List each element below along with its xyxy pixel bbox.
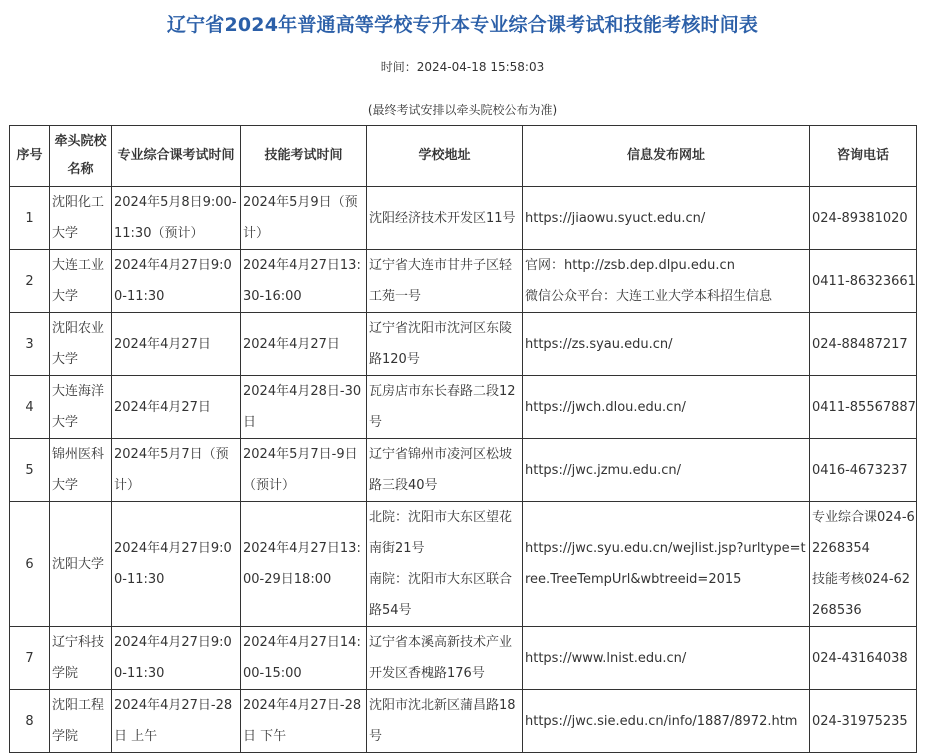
row-number: 1 [10,187,50,250]
row-number: 8 [10,690,50,753]
table-row [10,627,917,690]
col-header-skill-time: 技能考试时间 [241,126,367,187]
row-number: 6 [10,502,50,627]
exam-time: 2024年4月27日9:00-11:30 [112,250,241,313]
exam-time: 2024年4月27日 [112,376,241,439]
table-row [10,502,917,627]
table-row [10,313,917,376]
north-campus-address: 北院：沈阳市大东区望花南街21号 [369,510,513,556]
info-url[interactable]: https://jwc.sie.edu.cn/info/1887/8972.htm [523,690,810,753]
exam-phone: 专业综合课024-62268354 [812,510,915,556]
col-header-exam-time: 专业综合课考试时间 [112,126,241,187]
school-name: 沈阳农业大学 [50,313,112,376]
row-number: 2 [10,250,50,313]
schedule-table [9,125,917,753]
row-number: 5 [10,439,50,502]
row-number: 3 [10,313,50,376]
school-address-cell [367,502,523,627]
exam-time: 2024年5月7日（预计） [112,439,241,502]
exam-time: 2024年4月27日9:00-11:30 [112,502,241,627]
schedule-note: (最终考试安排以牵头院校公布为准) [367,103,558,117]
school-name: 沈阳工程学院 [50,690,112,753]
school-address: 沈阳经济技术开发区11号 [367,187,523,250]
table-row [10,187,917,250]
info-url-cell [523,250,810,313]
skill-time: 2024年4月27日13:00-29日18:00 [241,502,367,627]
exam-time: 2024年5月8日9:00-11:30（预计） [112,187,241,250]
south-campus-address: 南院：沈阳市大东区联合路54号 [369,572,513,618]
col-header-no: 序号 [10,126,50,187]
table-row [10,690,917,753]
school-address: 沈阳市沈北新区蒲昌路18号 [367,690,523,753]
school-address: 辽宁省锦州市凌河区松坡路三段40号 [367,439,523,502]
phone: 0411-86323661 [810,250,917,313]
col-header-website: 信息发布网址 [523,126,810,187]
skill-time: 2024年4月27日13:30-16:00 [241,250,367,313]
info-url[interactable]: https://jwc.jzmu.edu.cn/ [523,439,810,502]
phone: 024-89381020 [810,187,917,250]
phone: 0416-4673237 [810,439,917,502]
school-name: 锦州医科大学 [50,439,112,502]
wechat-info: 微信公众平台：大连工业大学本科招生信息 [525,289,773,304]
school-name: 辽宁科技学院 [50,627,112,690]
school-address: 辽宁省沈阳市沈河区东陵路120号 [367,313,523,376]
school-address: 辽宁省本溪高新技术产业开发区香槐路176号 [367,627,523,690]
phone: 024-43164038 [810,627,917,690]
row-number: 4 [10,376,50,439]
school-name: 沈阳化工大学 [50,187,112,250]
exam-time: 2024年4月27日-28日 上午 [112,690,241,753]
col-header-school: 牵头院校名称 [50,126,112,187]
phone: 024-31975235 [810,690,917,753]
exam-time: 2024年4月27日 [112,313,241,376]
table-header-row [10,126,917,187]
school-name: 大连工业大学 [50,250,112,313]
info-url[interactable]: https://jwch.dlou.edu.cn/ [523,376,810,439]
skill-time: 2024年4月28日-30日 [241,376,367,439]
school-address: 辽宁省大连市甘井子区轻工苑一号 [367,250,523,313]
skill-phone: 技能考核024-62268536 [812,572,911,618]
skill-time: 2024年5月7日-9日（预计） [241,439,367,502]
school-address: 瓦房店市东长春路二段12号 [367,376,523,439]
page-title: 辽宁省2024年普通高等学校专升本专业综合课考试和技能考核时间表 [166,14,759,36]
phone: 0411-85567887 [810,376,917,439]
info-url[interactable]: 官网：http://zsb.dep.dlpu.edu.cn [525,258,735,273]
phone-cell [810,502,917,627]
info-url[interactable]: https://zs.syau.edu.cn/ [523,313,810,376]
table-row [10,376,917,439]
table-row [10,250,917,313]
publish-time: 时间：2024-04-18 15:58:03 [380,60,545,74]
info-url[interactable]: https://jwc.syu.edu.cn/wejlist.jsp?urltype=tree.TreeTempUrl&wbtreeid=2015 [523,502,810,627]
phone: 024-88487217 [810,313,917,376]
school-name: 大连海洋大学 [50,376,112,439]
col-header-address: 学校地址 [367,126,523,187]
skill-time: 2024年5月9日（预计） [241,187,367,250]
info-url[interactable]: https://jiaowu.syuct.edu.cn/ [523,187,810,250]
school-name: 沈阳大学 [50,502,112,627]
table-row [10,439,917,502]
skill-time: 2024年4月27日-28日 下午 [241,690,367,753]
col-header-phone: 咨询电话 [810,126,917,187]
exam-time: 2024年4月27日9:00-11:30 [112,627,241,690]
skill-time: 2024年4月27日14:00-15:00 [241,627,367,690]
skill-time: 2024年4月27日 [241,313,367,376]
info-url[interactable]: https://www.lnist.edu.cn/ [523,627,810,690]
row-number: 7 [10,627,50,690]
